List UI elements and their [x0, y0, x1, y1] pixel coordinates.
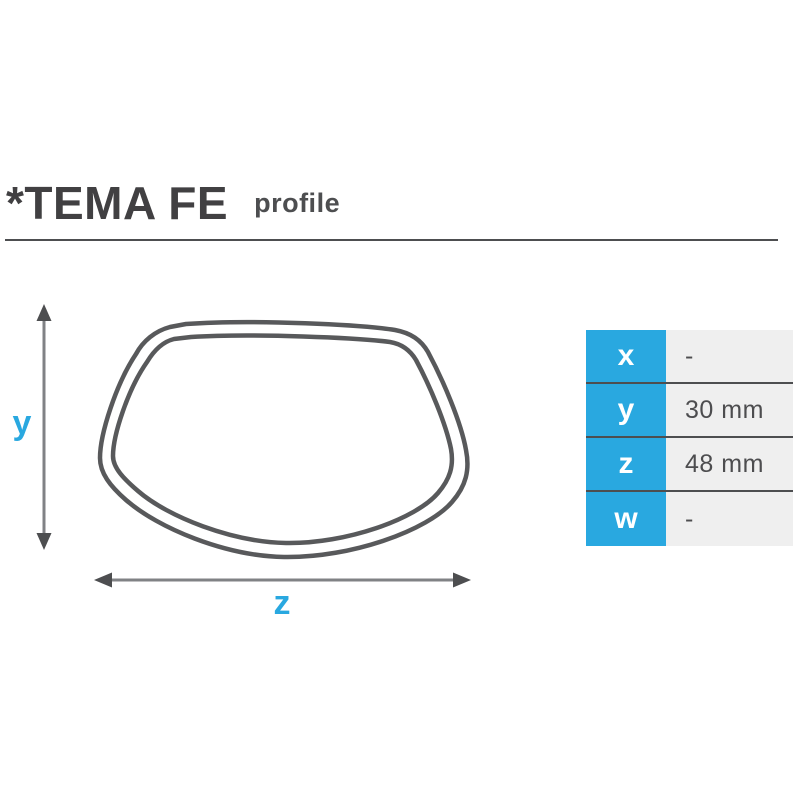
row-value: 30 mm: [666, 384, 793, 436]
row-label: w: [586, 492, 666, 546]
row-label: z: [586, 438, 666, 490]
profile-diagram: [0, 290, 520, 630]
row-value: -: [666, 492, 793, 546]
table-row-z: [586, 438, 793, 492]
page-title: *TEMA FE: [6, 177, 229, 229]
y-dimension-label: y: [12, 404, 32, 442]
page-header: [6, 176, 340, 230]
z-dimension-label: z: [273, 584, 291, 622]
dimension-spec-table: [586, 330, 793, 546]
row-value: -: [666, 330, 793, 382]
table-row-y: [586, 384, 793, 438]
row-value: 48 mm: [666, 438, 793, 490]
profile-outline-inner: [113, 336, 452, 543]
header-divider: [5, 239, 778, 241]
row-label: x: [586, 330, 666, 382]
table-row-w: [586, 492, 793, 546]
row-label: y: [586, 384, 666, 436]
page-subtitle: profile: [254, 188, 341, 218]
table-row-x: [586, 330, 793, 384]
